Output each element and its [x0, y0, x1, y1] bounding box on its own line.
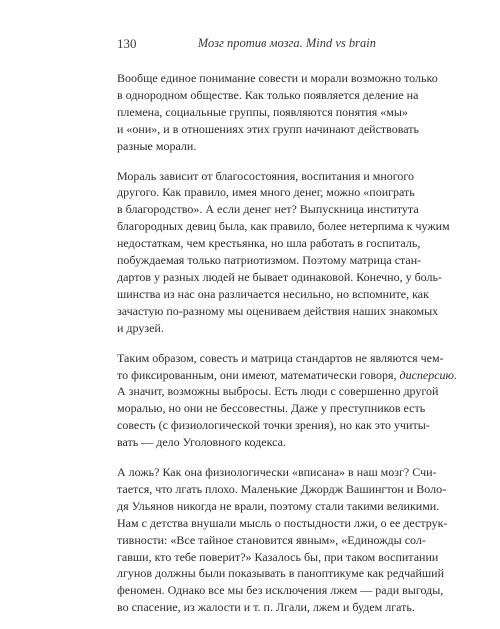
- text-line: дартов у разных людей не бывает одинаковой. Конечно, у боль-: [117, 269, 442, 284]
- text-line: во спасение, из жалости и т. п. Лгали, лжем и будем лгать.: [117, 600, 415, 615]
- text-line: тается, что лгать плохо. Маленькие Джордж Вашингтон и Воло-: [117, 481, 447, 496]
- text-line: племена, социальные группы, появляются понятия «мы»: [117, 104, 408, 119]
- page-header: [117, 36, 376, 56]
- text-line: разные морали.: [117, 138, 197, 153]
- text-line: дя Ульянов никогда не врали, поэтому стали такими великими.: [117, 498, 440, 513]
- text-line: другого. Как правило, имея много денег, можно «поиграть: [117, 185, 415, 200]
- text-line-part: то фиксированным, они имеют, математически говоря,: [117, 367, 400, 382]
- text-line: в благородство». А если денег нет? Выпускница института: [117, 202, 419, 217]
- paragraph-4: [117, 464, 448, 616]
- body-text: [117, 70, 458, 629]
- paragraph-3: [117, 350, 458, 451]
- paragraph-1: [117, 70, 438, 155]
- text-line: моралью, но они не бессовестны. Даже у преступников есть: [117, 401, 426, 416]
- text-line: побуждаемая только патриотизмом. Поэтому матрица стан-: [117, 253, 422, 268]
- running-head: Мозг против мозга. Mind vs brain: [197, 36, 376, 50]
- text-line: гавши, кто тебе поверит?» Казалось бы, при таком воспитании: [117, 549, 439, 564]
- text-line: феномен. Однако все мы без исключения лжем — ради выгоды,: [117, 583, 444, 598]
- text-line: Вообще единое понимание совести и морали возможно только: [117, 71, 438, 85]
- text-line: Мораль зависит от благосостояния, воспитания и многого: [117, 168, 415, 183]
- text-line: благородных девиц была, как правило, более нетерпима к чужим: [117, 219, 450, 234]
- text-line: в однородном обществе. Как только появляется деление на: [117, 87, 419, 102]
- text-line: совесть (с физиологической точки зрения), но как это учиты-: [117, 418, 430, 433]
- text-line: [117, 367, 458, 384]
- page-number: 130: [117, 36, 137, 51]
- text-line: тивности: «Все тайное становится явным», «Единожды сол-: [117, 532, 426, 547]
- text-line: и «они», и в отношениях этих групп начинают действовать: [117, 121, 419, 136]
- text-line: Нам с детства внушали мысль о постыдности лжи, о ее деструк-: [117, 515, 448, 530]
- text-line: лгунов должны были показывать в паноптикуме как редчайший: [117, 566, 445, 581]
- paragraph-2: [117, 168, 450, 337]
- text-line: недостаткам, чем крестьянка, но шла работать в госпиталь,: [117, 236, 421, 251]
- italic-term: дисперсию.: [399, 367, 458, 382]
- text-line: А значит, возможны выбросы. Есть люди с совершенно другой: [117, 384, 439, 399]
- text-line: А ложь? Как она физиологически «вписана» в наш мозг? Счи-: [117, 465, 437, 480]
- text-line: шинства из нас она различается несильно, но вспомните, как: [117, 286, 429, 301]
- text-line: и друзей.: [117, 320, 164, 335]
- text-line: зачастую по-разному мы оцениваем действия наших знакомых: [117, 303, 439, 318]
- text-line: вать — дело Уголовного кодекса.: [117, 435, 286, 450]
- text-line: Таким образом, совесть и матрица стандартов не являются чем-: [117, 350, 444, 365]
